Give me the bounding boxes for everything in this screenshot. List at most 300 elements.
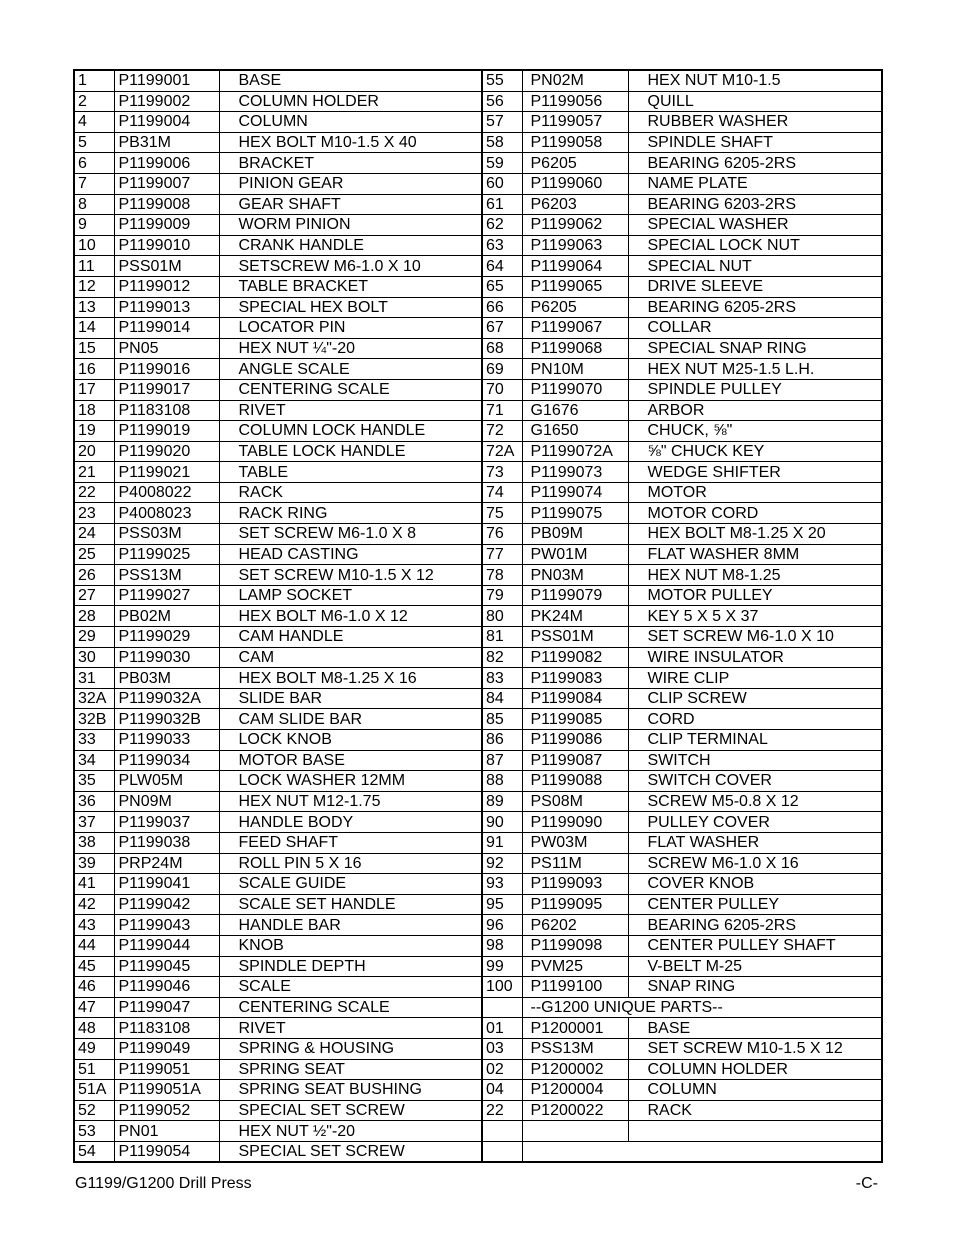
description-cell: LOCK WASHER 12MM bbox=[219, 771, 482, 792]
description-cell: HEAD CASTING bbox=[219, 544, 482, 565]
table-row bbox=[74, 421, 882, 442]
table-row bbox=[74, 709, 882, 730]
ref-number-cell: 54 bbox=[74, 1141, 114, 1162]
description-cell: NAME PLATE bbox=[628, 173, 882, 194]
table-row bbox=[74, 977, 882, 998]
ref-number-cell: 70 bbox=[482, 379, 522, 400]
description-cell: SETSCREW M6-1.0 X 10 bbox=[219, 256, 482, 277]
description-cell: SPECIAL SET SCREW bbox=[219, 1100, 482, 1121]
table-row bbox=[74, 956, 882, 977]
part-number-cell: P1199052 bbox=[114, 1100, 219, 1121]
part-number-cell: PW01M bbox=[522, 544, 628, 565]
ref-number-cell: 52 bbox=[74, 1100, 114, 1121]
part-number-cell: P1199100 bbox=[522, 977, 628, 998]
table-row bbox=[74, 482, 882, 503]
part-number-cell: P1199088 bbox=[522, 771, 628, 792]
part-number-cell: P1199062 bbox=[522, 215, 628, 236]
ref-number-cell: 32B bbox=[74, 709, 114, 730]
ref-number-cell: 18 bbox=[74, 400, 114, 421]
description-cell: RIVET bbox=[219, 1018, 482, 1039]
ref-number-cell: 87 bbox=[482, 750, 522, 771]
table-row bbox=[74, 915, 882, 936]
part-number-cell: PB02M bbox=[114, 606, 219, 627]
ref-number-cell: 78 bbox=[482, 565, 522, 586]
ref-number-cell: 82 bbox=[482, 647, 522, 668]
description-cell: ANGLE SCALE bbox=[219, 359, 482, 380]
ref-number-cell: 69 bbox=[482, 359, 522, 380]
parts-list-table bbox=[73, 69, 883, 1163]
part-number-cell: P1199085 bbox=[522, 709, 628, 730]
part-number-cell: P1199073 bbox=[522, 462, 628, 483]
part-number-cell: P1199032B bbox=[114, 709, 219, 730]
part-number-cell: P1199021 bbox=[114, 462, 219, 483]
description-cell: KNOB bbox=[219, 935, 482, 956]
part-number-cell: P1199051 bbox=[114, 1059, 219, 1080]
ref-number-cell: 38 bbox=[74, 832, 114, 853]
ref-number-cell: 25 bbox=[74, 544, 114, 565]
part-number-cell: P1199016 bbox=[114, 359, 219, 380]
description-cell: FEED SHAFT bbox=[219, 832, 482, 853]
ref-number-cell: 9 bbox=[74, 215, 114, 236]
description-cell: COLUMN bbox=[628, 1080, 882, 1101]
ref-number-cell: 03 bbox=[482, 1038, 522, 1059]
ref-number-cell: 34 bbox=[74, 750, 114, 771]
description-cell: SCALE GUIDE bbox=[219, 874, 482, 895]
table-row bbox=[74, 1121, 882, 1142]
ref-number-cell: 31 bbox=[74, 668, 114, 689]
parts-list-body bbox=[74, 70, 882, 1162]
description-cell: SPECIAL SET SCREW bbox=[219, 1141, 482, 1162]
part-number-cell: P1199051A bbox=[114, 1080, 219, 1101]
table-row bbox=[74, 132, 882, 153]
table-row bbox=[74, 853, 882, 874]
description-cell: DRIVE SLEEVE bbox=[628, 276, 882, 297]
description-cell: CAM HANDLE bbox=[219, 627, 482, 648]
part-number-cell: P1199007 bbox=[114, 173, 219, 194]
ref-number-cell: 58 bbox=[482, 132, 522, 153]
table-row bbox=[74, 338, 882, 359]
ref-number-cell: 79 bbox=[482, 585, 522, 606]
part-number-cell: P1199057 bbox=[522, 112, 628, 133]
part-number-cell: G1650 bbox=[522, 421, 628, 442]
part-number-cell: P1199013 bbox=[114, 297, 219, 318]
table-row bbox=[74, 359, 882, 380]
part-number-cell: PSS03M bbox=[114, 524, 219, 545]
description-cell: RIVET bbox=[219, 400, 482, 421]
description-cell: HANDLE BAR bbox=[219, 915, 482, 936]
description-cell bbox=[628, 1121, 882, 1142]
part-number-cell: P1199002 bbox=[114, 91, 219, 112]
description-cell: SET SCREW M6-1.0 X 10 bbox=[628, 627, 882, 648]
table-row bbox=[74, 730, 882, 751]
part-number-cell: P1199012 bbox=[114, 276, 219, 297]
ref-number-cell: 59 bbox=[482, 153, 522, 174]
table-row bbox=[74, 276, 882, 297]
part-number-cell: P1199095 bbox=[522, 894, 628, 915]
ref-number-cell: 7 bbox=[74, 173, 114, 194]
section-heading-cell: --G1200 UNIQUE PARTS-- bbox=[522, 997, 628, 1018]
part-number-cell: P1199034 bbox=[114, 750, 219, 771]
description-cell: BASE bbox=[219, 70, 482, 91]
ref-number-cell: 22 bbox=[482, 1100, 522, 1121]
description-cell: CENTER PULLEY bbox=[628, 894, 882, 915]
ref-number-cell: 68 bbox=[482, 338, 522, 359]
description-cell: HEX NUT ½"-20 bbox=[219, 1121, 482, 1142]
footer-title: G1199/G1200 Drill Press bbox=[75, 1175, 252, 1192]
part-number-cell: PVM25 bbox=[522, 956, 628, 977]
table-row bbox=[74, 750, 882, 771]
ref-number-cell bbox=[482, 1121, 522, 1142]
part-number-cell: P1199082 bbox=[522, 647, 628, 668]
part-number-cell: P1199060 bbox=[522, 173, 628, 194]
ref-number-cell: 12 bbox=[74, 276, 114, 297]
ref-number-cell: 22 bbox=[74, 482, 114, 503]
description-cell: RACK bbox=[628, 1100, 882, 1121]
part-number-cell: P1199014 bbox=[114, 318, 219, 339]
ref-number-cell: 64 bbox=[482, 256, 522, 277]
ref-number-cell: 32A bbox=[74, 688, 114, 709]
part-number-cell: P1199054 bbox=[114, 1141, 219, 1162]
part-number-cell: P6205 bbox=[522, 297, 628, 318]
ref-number-cell: 16 bbox=[74, 359, 114, 380]
table-row bbox=[74, 606, 882, 627]
part-number-cell bbox=[522, 1141, 628, 1162]
part-number-cell: P1199009 bbox=[114, 215, 219, 236]
part-number-cell: P1199074 bbox=[522, 482, 628, 503]
part-number-cell: PS08M bbox=[522, 791, 628, 812]
table-row bbox=[74, 894, 882, 915]
ref-number-cell: 13 bbox=[74, 297, 114, 318]
description-cell: CENTERING SCALE bbox=[219, 997, 482, 1018]
ref-number-cell: 33 bbox=[74, 730, 114, 751]
description-cell: SET SCREW M10-1.5 X 12 bbox=[219, 565, 482, 586]
part-number-cell: P1199086 bbox=[522, 730, 628, 751]
part-number-cell: PK24M bbox=[522, 606, 628, 627]
part-number-cell: P1183108 bbox=[114, 400, 219, 421]
part-number-cell: G1676 bbox=[522, 400, 628, 421]
part-number-cell: PB31M bbox=[114, 132, 219, 153]
table-row bbox=[74, 874, 882, 895]
description-cell: BEARING 6205-2RS bbox=[628, 153, 882, 174]
part-number-cell: P1199067 bbox=[522, 318, 628, 339]
table-row bbox=[74, 771, 882, 792]
ref-number-cell: 24 bbox=[74, 524, 114, 545]
part-number-cell: P1199030 bbox=[114, 647, 219, 668]
description-cell: HEX BOLT M10-1.5 X 40 bbox=[219, 132, 482, 153]
part-number-cell: P1200001 bbox=[522, 1018, 628, 1039]
ref-number-cell: 5 bbox=[74, 132, 114, 153]
ref-number-cell: 88 bbox=[482, 771, 522, 792]
description-cell: RACK bbox=[219, 482, 482, 503]
description-cell: TABLE bbox=[219, 462, 482, 483]
ref-number-cell: 02 bbox=[482, 1059, 522, 1080]
part-number-cell: PN10M bbox=[522, 359, 628, 380]
part-number-cell: P6203 bbox=[522, 194, 628, 215]
part-number-cell: P1199006 bbox=[114, 153, 219, 174]
ref-number-cell: 80 bbox=[482, 606, 522, 627]
description-cell: COLLAR bbox=[628, 318, 882, 339]
ref-number-cell: 15 bbox=[74, 338, 114, 359]
part-number-cell: PN01 bbox=[114, 1121, 219, 1142]
description-cell: WIRE CLIP bbox=[628, 668, 882, 689]
part-number-cell: P1199008 bbox=[114, 194, 219, 215]
ref-number-cell: 28 bbox=[74, 606, 114, 627]
part-number-cell: P1199019 bbox=[114, 421, 219, 442]
table-row bbox=[74, 462, 882, 483]
description-cell: COVER KNOB bbox=[628, 874, 882, 895]
description-cell: HEX NUT M25-1.5 L.H. bbox=[628, 359, 882, 380]
ref-number-cell: 46 bbox=[74, 977, 114, 998]
table-row bbox=[74, 832, 882, 853]
description-cell: TABLE LOCK HANDLE bbox=[219, 441, 482, 462]
ref-number-cell: 01 bbox=[482, 1018, 522, 1039]
ref-number-cell: 27 bbox=[74, 585, 114, 606]
description-cell: SWITCH bbox=[628, 750, 882, 771]
ref-number-cell: 04 bbox=[482, 1080, 522, 1101]
description-cell: HEX BOLT M8-1.25 X 20 bbox=[628, 524, 882, 545]
part-number-cell: P1199041 bbox=[114, 874, 219, 895]
table-row bbox=[74, 215, 882, 236]
part-number-cell: P1199098 bbox=[522, 935, 628, 956]
ref-number-cell: 91 bbox=[482, 832, 522, 853]
part-number-cell: P4008022 bbox=[114, 482, 219, 503]
ref-number-cell: 10 bbox=[74, 235, 114, 256]
table-row bbox=[74, 379, 882, 400]
description-cell: HEX NUT M12-1.75 bbox=[219, 791, 482, 812]
ref-number-cell: 1 bbox=[74, 70, 114, 91]
description-cell: SPINDLE PULLEY bbox=[628, 379, 882, 400]
description-cell: SCREW M6-1.0 X 16 bbox=[628, 853, 882, 874]
description-cell: SCALE SET HANDLE bbox=[219, 894, 482, 915]
table-row bbox=[74, 318, 882, 339]
description-cell: FLAT WASHER bbox=[628, 832, 882, 853]
ref-number-cell: 35 bbox=[74, 771, 114, 792]
description-cell: HEX NUT ¼"-20 bbox=[219, 338, 482, 359]
part-number-cell: P4008023 bbox=[114, 503, 219, 524]
description-cell: CENTERING SCALE bbox=[219, 379, 482, 400]
description-cell: CLIP TERMINAL bbox=[628, 730, 882, 751]
part-number-cell: P1199033 bbox=[114, 730, 219, 751]
part-number-cell: P1199004 bbox=[114, 112, 219, 133]
part-number-cell: PRP24M bbox=[114, 853, 219, 874]
ref-number-cell: 83 bbox=[482, 668, 522, 689]
part-number-cell: P1200022 bbox=[522, 1100, 628, 1121]
ref-number-cell: 74 bbox=[482, 482, 522, 503]
part-number-cell: P1199045 bbox=[114, 956, 219, 977]
ref-number-cell: 43 bbox=[74, 915, 114, 936]
ref-number-cell: 2 bbox=[74, 91, 114, 112]
description-cell: SPINDLE SHAFT bbox=[628, 132, 882, 153]
description-cell: LOCATOR PIN bbox=[219, 318, 482, 339]
part-number-cell: PSS13M bbox=[522, 1038, 628, 1059]
table-row bbox=[74, 235, 882, 256]
description-cell: WORM PINION bbox=[219, 215, 482, 236]
ref-number-cell: 21 bbox=[74, 462, 114, 483]
ref-number-cell: 30 bbox=[74, 647, 114, 668]
ref-number-cell: 100 bbox=[482, 977, 522, 998]
table-row bbox=[74, 70, 882, 91]
description-cell: CORD bbox=[628, 709, 882, 730]
description-cell: COLUMN bbox=[219, 112, 482, 133]
description-cell: SPECIAL NUT bbox=[628, 256, 882, 277]
description-cell bbox=[628, 1141, 882, 1162]
table-row bbox=[74, 997, 882, 1018]
ref-number-cell: 71 bbox=[482, 400, 522, 421]
ref-number-cell: 95 bbox=[482, 894, 522, 915]
table-row bbox=[74, 627, 882, 648]
description-cell: BEARING 6203-2RS bbox=[628, 194, 882, 215]
ref-number-cell: 76 bbox=[482, 524, 522, 545]
description-cell: LAMP SOCKET bbox=[219, 585, 482, 606]
ref-number-cell: 17 bbox=[74, 379, 114, 400]
ref-number-cell: 98 bbox=[482, 935, 522, 956]
ref-number-cell: 93 bbox=[482, 874, 522, 895]
part-number-cell: P1199064 bbox=[522, 256, 628, 277]
ref-number-cell: 56 bbox=[482, 91, 522, 112]
description-cell: TABLE BRACKET bbox=[219, 276, 482, 297]
ref-number-cell: 44 bbox=[74, 935, 114, 956]
description-cell: SPRING SEAT BUSHING bbox=[219, 1080, 482, 1101]
part-number-cell: P1183108 bbox=[114, 1018, 219, 1039]
table-row bbox=[74, 256, 882, 277]
table-row bbox=[74, 565, 882, 586]
part-number-cell: PSS01M bbox=[114, 256, 219, 277]
description-cell: SET SCREW M10-1.5 X 12 bbox=[628, 1038, 882, 1059]
part-number-cell: P1199083 bbox=[522, 668, 628, 689]
table-row bbox=[74, 400, 882, 421]
table-row bbox=[74, 524, 882, 545]
ref-number-cell: 89 bbox=[482, 791, 522, 812]
part-number-cell: P1199065 bbox=[522, 276, 628, 297]
part-number-cell: PN02M bbox=[522, 70, 628, 91]
table-row bbox=[74, 688, 882, 709]
table-row bbox=[74, 112, 882, 133]
description-cell: SCALE bbox=[219, 977, 482, 998]
part-number-cell: P1199084 bbox=[522, 688, 628, 709]
description-cell: SPINDLE DEPTH bbox=[219, 956, 482, 977]
table-row bbox=[74, 1100, 882, 1121]
part-number-cell: P1199072A bbox=[522, 441, 628, 462]
ref-number-cell: 63 bbox=[482, 235, 522, 256]
ref-number-cell: 51A bbox=[74, 1080, 114, 1101]
table-row bbox=[74, 297, 882, 318]
ref-number-cell: 77 bbox=[482, 544, 522, 565]
table-row bbox=[74, 194, 882, 215]
table-row bbox=[74, 544, 882, 565]
table-row bbox=[74, 91, 882, 112]
part-number-cell: P1199058 bbox=[522, 132, 628, 153]
part-number-cell: P1199027 bbox=[114, 585, 219, 606]
part-number-cell: PN03M bbox=[522, 565, 628, 586]
ref-number-cell: 92 bbox=[482, 853, 522, 874]
ref-number-cell: 99 bbox=[482, 956, 522, 977]
description-cell: CRANK HANDLE bbox=[219, 235, 482, 256]
part-number-cell: PB09M bbox=[522, 524, 628, 545]
description-cell: SNAP RING bbox=[628, 977, 882, 998]
description-cell: SPECIAL LOCK NUT bbox=[628, 235, 882, 256]
description-cell: BASE bbox=[628, 1018, 882, 1039]
description-cell: QUILL bbox=[628, 91, 882, 112]
description-cell: SPECIAL WASHER bbox=[628, 215, 882, 236]
part-number-cell: P1200002 bbox=[522, 1059, 628, 1080]
description-cell: PINION GEAR bbox=[219, 173, 482, 194]
table-row bbox=[74, 441, 882, 462]
ref-number-cell: 4 bbox=[74, 112, 114, 133]
part-number-cell: P1199042 bbox=[114, 894, 219, 915]
ref-number-cell: 8 bbox=[74, 194, 114, 215]
description-cell: SWITCH COVER bbox=[628, 771, 882, 792]
table-row bbox=[74, 668, 882, 689]
description-cell: PULLEY COVER bbox=[628, 812, 882, 833]
ref-number-cell: 51 bbox=[74, 1059, 114, 1080]
ref-number-cell: 39 bbox=[74, 853, 114, 874]
description-cell: SET SCREW M6-1.0 X 8 bbox=[219, 524, 482, 545]
part-number-cell: P1199068 bbox=[522, 338, 628, 359]
part-number-cell: P1199090 bbox=[522, 812, 628, 833]
part-number-cell: P6205 bbox=[522, 153, 628, 174]
description-cell: HEX BOLT M8-1.25 X 16 bbox=[219, 668, 482, 689]
part-number-cell: P1199037 bbox=[114, 812, 219, 833]
description-cell: SPRING SEAT bbox=[219, 1059, 482, 1080]
ref-number-cell: 72A bbox=[482, 441, 522, 462]
part-number-cell: PLW05M bbox=[114, 771, 219, 792]
table-row bbox=[74, 153, 882, 174]
part-number-cell: P1199043 bbox=[114, 915, 219, 936]
table-row bbox=[74, 647, 882, 668]
description-cell: ROLL PIN 5 X 16 bbox=[219, 853, 482, 874]
description-cell: GEAR SHAFT bbox=[219, 194, 482, 215]
ref-number-cell: 61 bbox=[482, 194, 522, 215]
description-cell: WIRE INSULATOR bbox=[628, 647, 882, 668]
part-number-cell: PN05 bbox=[114, 338, 219, 359]
ref-number-cell: 11 bbox=[74, 256, 114, 277]
description-cell: HEX BOLT M6-1.0 X 12 bbox=[219, 606, 482, 627]
part-number-cell: P1199049 bbox=[114, 1038, 219, 1059]
description-cell: FLAT WASHER 8MM bbox=[628, 544, 882, 565]
ref-number-cell: 84 bbox=[482, 688, 522, 709]
part-number-cell: P1199087 bbox=[522, 750, 628, 771]
description-cell: CAM SLIDE BAR bbox=[219, 709, 482, 730]
ref-number-cell: 6 bbox=[74, 153, 114, 174]
description-cell: MOTOR bbox=[628, 482, 882, 503]
ref-number-cell: 75 bbox=[482, 503, 522, 524]
table-row bbox=[74, 935, 882, 956]
ref-number-cell: 49 bbox=[74, 1038, 114, 1059]
part-number-cell: PB03M bbox=[114, 668, 219, 689]
ref-number-cell: 67 bbox=[482, 318, 522, 339]
part-number-cell: PSS01M bbox=[522, 627, 628, 648]
ref-number-cell: 81 bbox=[482, 627, 522, 648]
description-cell: BEARING 6205-2RS bbox=[628, 915, 882, 936]
part-number-cell: PN09M bbox=[114, 791, 219, 812]
ref-number-cell: 20 bbox=[74, 441, 114, 462]
part-number-cell: PS11M bbox=[522, 853, 628, 874]
part-number-cell: PSS13M bbox=[114, 565, 219, 586]
ref-number-cell: 14 bbox=[74, 318, 114, 339]
description-cell: KEY 5 X 5 X 37 bbox=[628, 606, 882, 627]
table-row bbox=[74, 503, 882, 524]
ref-number-cell: 36 bbox=[74, 791, 114, 812]
part-number-cell: PW03M bbox=[522, 832, 628, 853]
part-number-cell: P1199075 bbox=[522, 503, 628, 524]
table-row bbox=[74, 585, 882, 606]
part-number-cell: P6202 bbox=[522, 915, 628, 936]
part-number-cell: P1199017 bbox=[114, 379, 219, 400]
ref-number-cell bbox=[482, 997, 522, 1018]
part-number-cell: P1200004 bbox=[522, 1080, 628, 1101]
table-row bbox=[74, 812, 882, 833]
part-number-cell bbox=[522, 1121, 628, 1142]
